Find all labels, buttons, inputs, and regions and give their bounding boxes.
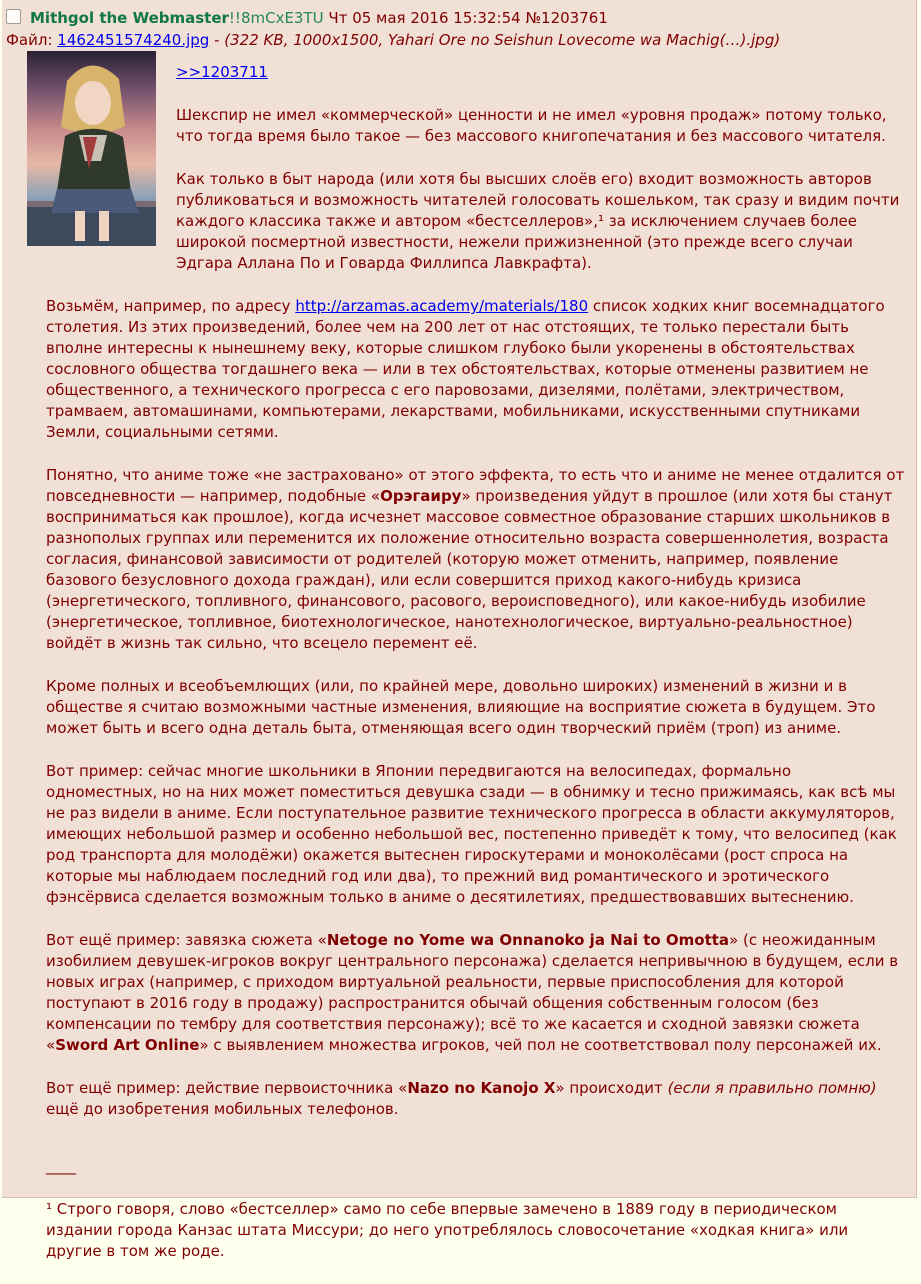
arzamas-link[interactable]: http://arzamas.academy/materials/180 [295,297,589,315]
file-info [6,29,780,51]
file-dash: - [209,31,225,49]
post-message [46,62,906,1284]
paragraph-6: Вот пример: сейчас многие школьники в Японии передвигаются на велосипедах, формально одноместных, но на них может поместиться девушка сзади — в обнимку и тесно прижимаясь, как всѣ мы не раз видели в аниме. Если поступательное развитие технического прогресса в области аккумуляторов, имеющих небольшой размер и особенно небольшой вес, постепенно приведёт к тому, что велосипед (как род транспорта для молодёжи) окажется вытеснен гироскутерами и моноколёсами (рост спроса на которые мы наблюдаем последний год или два), то прежний вид романтического и эротического фэнсёрвиса сделается возможным только в аниме о десятилетиях, предшествовавших вытеснению. [46,762,897,906]
p3-text-b: список ходких книг восемнадцатого столетия. Из этих произведений, более чем на 200 лет от нас отстоящих, те только перестали быть вполне интересны к нынешнему веку, которые слишком глубоко были укоренены в обстоятельствах сословного общества тогдашнего века — или в тех обстоятельствах, которые отменены развитием не общественного, а технического прогресса с его паровозами, дизелями, полётами, электричеством, трамваем, автомашинами, компьютерами, лекарствами, мобильниками, искусственными спутниками Земли, социальными сетями. [46,297,885,441]
tripcode: !!8mCxE3TU [228,9,324,27]
p3-text-a: Возьмём, например, по адресу [46,297,296,315]
p7-text-c: » с выявлением множества игроков, чей пол не соответствовал полу персонажей их. [199,1036,882,1054]
file-meta: (322 KB, 1000x1500, Yahari Ore no Seishun Lovecome wa Machig(…).jpg) [224,31,781,49]
p8-text-b: » происходит [555,1079,668,1097]
oregairu-title: Орэгаиру [380,487,462,505]
paragraph-3 [46,296,906,443]
post-header [6,7,608,29]
footnote-separator: ____ [46,1157,76,1175]
p8-text-a: Вот ещё пример: действие первоисточника « [46,1079,408,1097]
reply-link[interactable]: >>1203711 [176,63,268,81]
p4-text-b: » произведения уйдут в прошлое (или хотя бы станут восприниматься как прошлое), когда исчезнет массовое совместное образование старших школьников в разнополых группах или переменится их положение относительно возраста совершеннолетия, возраста согласия, финансовой зависимости от родителей (которую может отменить, например, появление базового безусловного дохода граждан), или если совершится приход какого-нибудь кризиса (энергетического, топливного, финансового, расового, вероисповедного), или какое-нибудь изобилие (энергетическое, топливное, биотехнологическое, нанотехнологическое, виртуально-реальностное) войдёт в жизнь так сильно, что всецело перемент её. [46,487,893,652]
footnote: ¹ Строго говоря, слово «бестселлер» само по себе впервые замечено в 1889 году в периодическом издании города Канзас штата Миссури; до него употреблялось словосочетание «ходкая книга» или другие в том же роде. [46,1200,849,1260]
paragraph-1: Шекспир не имел «коммерческой» ценности и не имел «уровня продаж» потому только, что тогда время было такое — без массового книгопечатания и без массового читателя. [176,106,887,145]
post-number[interactable]: №1203761 [525,9,608,27]
reply-link-line [46,62,906,83]
paragraph-2: Как только в быт народа (или хотя бы высших слоёв его) входит возможность авторов публиковаться и возможность читателей голосовать кошельком, так сразу и видим почти каждого классика также и автором «бестселлеров»,¹ за исключением случаев более широкой посмертной известности, нежели прижизненной (это прежде всего случаи Эдгара Аллана По и Говарда Филлипса Лавкрафта). [176,170,900,272]
post-date: Чт 05 мая 2016 15:32:54 [328,9,521,27]
p4-text-a: Понятно, что аниме тоже «не застраховано» от этого эффекта, то есть что и аниме не менее отдалится от повседневности — например, подобные « [46,466,905,505]
post-select-checkbox[interactable] [6,9,21,24]
sao-title: Sword Art Online [55,1036,200,1054]
p7-text-a: Вот ещё пример: завязка сюжета « [46,931,327,949]
netoge-title: Netoge no Yome wa Onnanoko ja Nai to Omotta [326,931,730,949]
file-link[interactable]: 1462451574240.jpg [57,31,210,49]
p8-italic: (если я правильно помню) [667,1079,877,1097]
paragraph-7 [46,930,906,1056]
file-label: Файл: [6,31,53,49]
p8-text-c: ещё до изобретения мобильных телефонов. [46,1100,399,1118]
paragraph-4 [46,465,906,654]
paragraph-5: Кроме полных и всеобъемлющих (или, по крайней мере, довольно широких) изменений в жизни и в обществе я считаю возможными частные изменения, влияющие на восприятие сюжета в будущем. Это может быть и всего одна деталь быта, отменяющая всего один творческий приём (троп) из аниме. [46,677,876,737]
poster-name: Mithgol the Webmaster [30,9,229,27]
post [2,0,917,1260]
paragraph-8 [46,1078,906,1120]
nazo-title: Nazo no Kanojo X [407,1079,556,1097]
p7-text-b: » (с неожиданным изобилием девушек-игроков вокруг центрального персонажа) сделается непривычною в будущем, если в новых играх (например, с приходом виртуальной реальности, первые приспособления для которой поступают в 2016 году в продажу) распространится обычай общения собственным голосом (без компенсации по тембру для соответствия персонажу); всё то же касается и сходной завязки сюжета « [46,931,899,1054]
